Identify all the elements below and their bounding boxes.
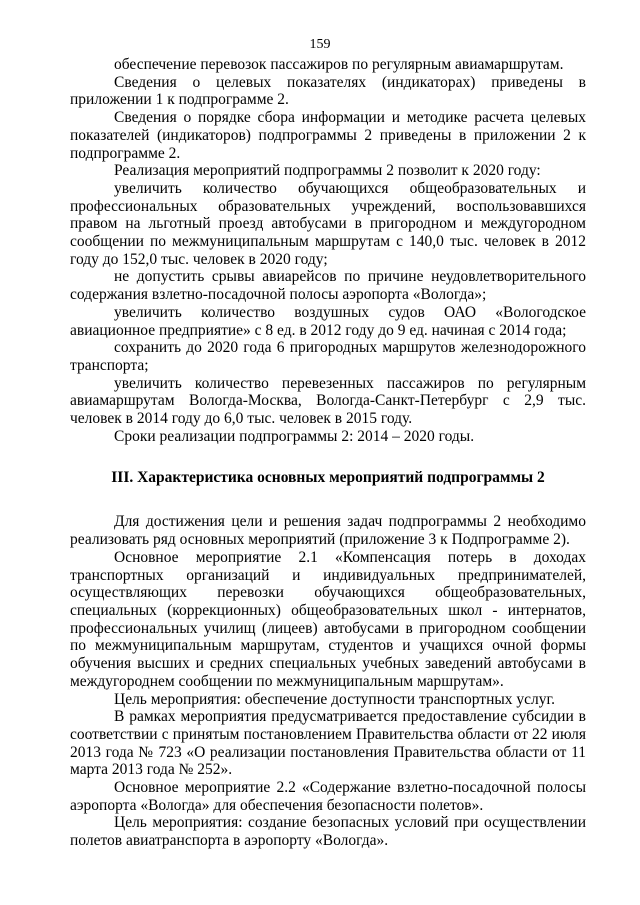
paragraph: Сроки реализации подпрограммы 2: 2014 – 2020 годы.	[114, 427, 475, 445]
paragraphs-bottom	[70, 513, 586, 849]
paragraphs-top	[70, 56, 586, 445]
paragraph: В рамках мероприятия предусматривается предоставление субсидии в соответствии с принятым постановлением Правительства области от 22 июля 2013 года № 723 «О реализации постановления Правительства области от 11 марта 2013 года № 252».	[70, 708, 586, 779]
paragraph: Основное мероприятие 2.2 «Содержание взлетно-посадочной полосы аэропорта «Вологда» для обеспечения безопасности полетов».	[70, 779, 586, 814]
paragraph: Сведения о целевых показателях (индикаторах) приведены в приложении 1 к подпрограмме 2.	[70, 73, 586, 109]
paragraph: Реализация мероприятий подпрограммы 2 позволит к 2020 году:	[114, 162, 541, 180]
paragraph: Сведения о порядке сбора информации и методике расчета целевых показателей (индикаторов) подпрограммы 2 приведены в приложении 2 к подпрограмме 2.	[70, 109, 586, 162]
body-text	[70, 56, 586, 850]
page-number: 159	[309, 37, 331, 52]
paragraph: Для достижения цели и решения задач подпрограммы 2 необходимо реализовать ряд основных мероприятий (приложение 3 к Подпрограмме 2).	[70, 513, 586, 549]
paragraph: увеличить количество воздушных судов ОАО «Вологодское авиационное предприятие» с 8 ед. в 2012 году до 9 ед. начиная с 2014 года;	[70, 303, 586, 339]
paragraph: увеличить количество перевезенных пассажиров по регулярным авиамаршрутам Вологда-Москва, Вологда-Санкт-Петербург с 2,9 тыс. человек в 2014 году до 6,0 тыс. человек в 2015 году.	[70, 374, 586, 428]
paragraph: обеспечение перевозок пассажиров по регулярным авиамаршрутам.	[114, 56, 564, 73]
paragraph: не допустить срывы авиарейсов по причине неудовлетворительного содержания взлетно-посадочной полосы аэропорта «Вологда»;	[70, 268, 586, 304]
paragraph: Основное мероприятие 2.1 «Компенсация потерь в доходах транспортных организаций и индивидуальных предпринимателей, осуществляющих перевозки обучающихся общеобразовательных, специальных (коррекционных) общеобразовательных школ - интернатов, профессиональных училищ (лицеев) автобусами в пригородном сообщении по межмуниципальным маршрутам, студентов и учащихся очной формы обучения высших и средних специальных учебных заведений автобусами в междугороднем сообщении по межмуниципальным маршрутам».	[70, 548, 586, 690]
paragraph: Цель мероприятия: обеспечение доступности транспортных услуг.	[114, 690, 556, 708]
section-heading: III. Характеристика основных мероприятий подпрограммы 2	[111, 469, 545, 487]
paragraph: Цель мероприятия: создание безопасных условий при осуществлении полетов авиатранспорта в аэропорту «Вологда».	[70, 814, 586, 850]
paragraph: сохранить до 2020 года 6 пригородных маршрутов железнодорожного транспорта;	[70, 339, 586, 374]
paragraph: увеличить количество обучающихся общеобразовательных и профессиональных образовательных учреждений, воспользовавшихся правом на льготный проезд автобусами в пригородном и междугородном сообщении по межмуниципальным маршрутам с 140,0 тыс. человек в 2012 году до 152,0 тыс. человек в 2020 году;	[70, 179, 586, 268]
